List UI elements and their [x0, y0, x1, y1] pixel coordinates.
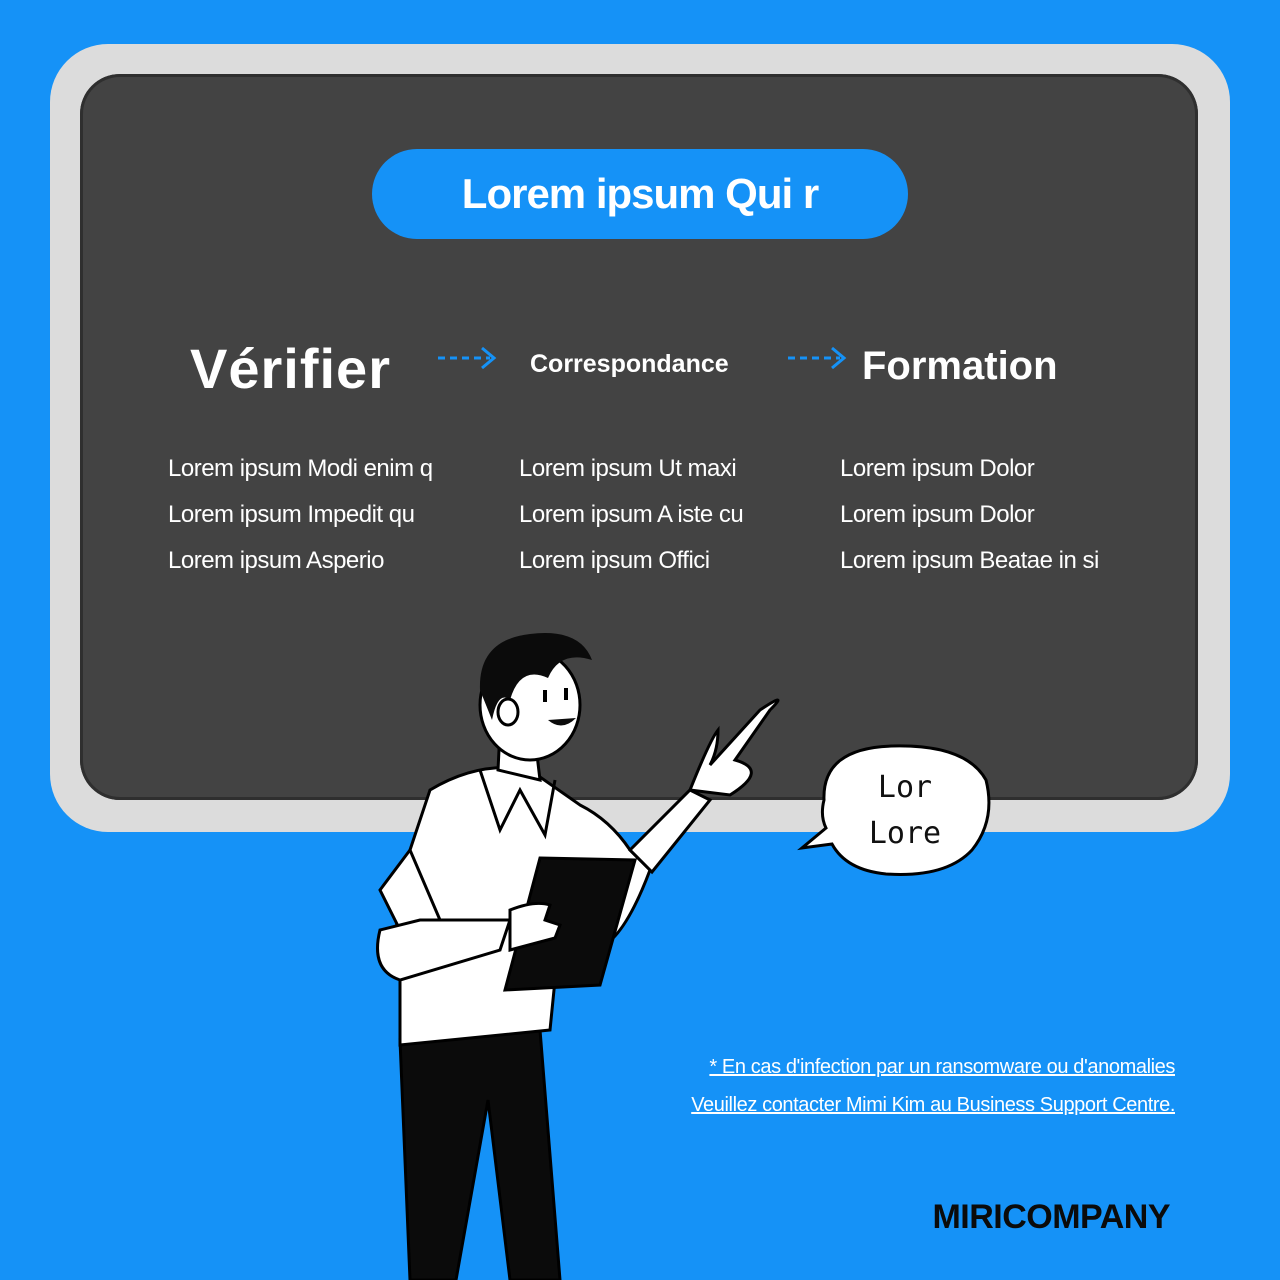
- list-item: Lorem ipsum Dolor: [840, 501, 1035, 528]
- speech-line: Lore: [868, 816, 942, 851]
- contact-link[interactable]: Veuillez contacter Mimi Kim au Business Support Centre.: [691, 1094, 1175, 1116]
- speech-line: Lor: [877, 770, 933, 805]
- step-correspondance: Correspondance: [530, 350, 729, 378]
- column-formation: [840, 452, 1099, 590]
- footnote-link[interactable]: * En cas d'infection par un ransomware ou d'anomalies: [709, 1056, 1175, 1078]
- list-item: Lorem ipsum Modi enim q: [168, 455, 433, 482]
- step-verifier: Vérifier: [190, 337, 391, 400]
- brand-logo: MIRICOMPANY: [932, 1198, 1170, 1236]
- list-item: Lorem ipsum A iste cu: [519, 501, 744, 528]
- page-title: Lorem ipsum Qui r: [461, 170, 819, 217]
- column-verifier: [168, 452, 433, 590]
- list-item: Lorem ipsum Offici: [519, 547, 710, 574]
- speech-bubble-text: [850, 765, 960, 857]
- list-item: Lorem ipsum Beatae in si: [840, 547, 1099, 574]
- presenter-illustration: [360, 620, 800, 1280]
- title-pill: [372, 149, 908, 239]
- step-formation: Formation: [862, 344, 1058, 388]
- dashed-arrow-icon: [436, 344, 500, 372]
- list-item: Lorem ipsum Dolor: [840, 455, 1035, 482]
- list-item: Lorem ipsum Impedit qu: [168, 501, 415, 528]
- column-correspondance: [519, 452, 743, 590]
- list-item: Lorem ipsum Ut maxi: [519, 455, 737, 482]
- list-item: Lorem ipsum Asperio: [168, 547, 384, 574]
- dashed-arrow-icon: [786, 344, 850, 372]
